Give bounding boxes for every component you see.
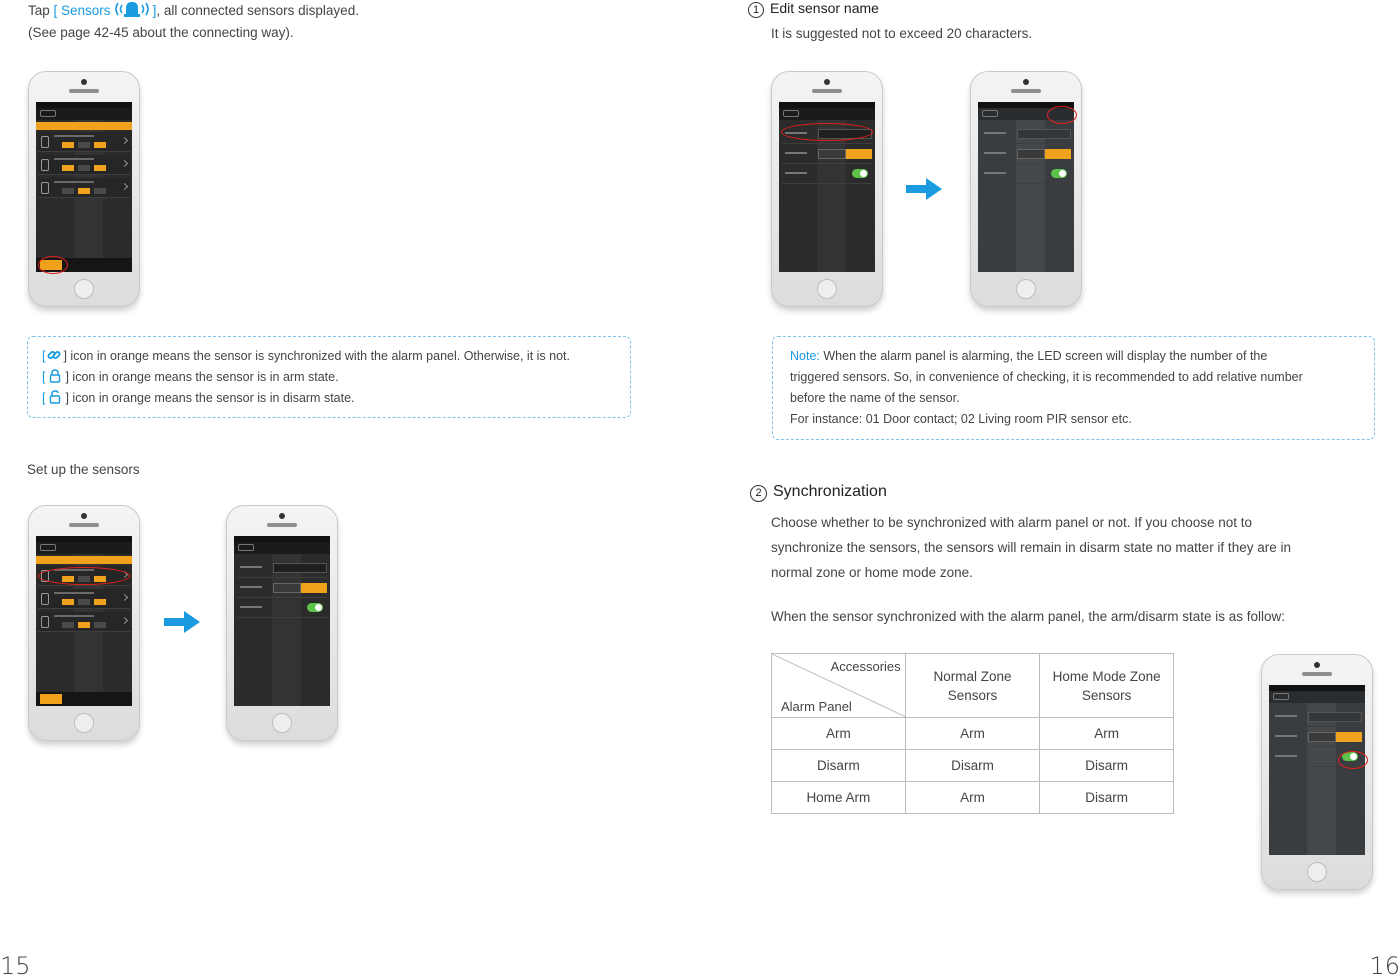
column-header-normal-zone: Normal Zone Sensors: [905, 654, 1040, 718]
table-row: Home Arm Arm Disarm: [772, 782, 1174, 814]
step1-heading: 1 Edit sensor name: [748, 0, 879, 18]
step-number-badge: 1: [748, 2, 764, 18]
phone-speaker: [69, 89, 99, 93]
arrow-right-icon: [906, 178, 942, 200]
phone-screen: [234, 536, 330, 706]
phone-sensor-detail: [226, 505, 338, 741]
lock-open-icon: [49, 390, 61, 411]
lock-closed-icon: [49, 369, 61, 390]
done-button-highlight: [1047, 106, 1077, 124]
phone-screen: [1269, 685, 1365, 855]
legend-item: [ ] icon in orange means the sensor is in arm state.: [42, 367, 339, 390]
phone-edit-name: [771, 71, 883, 307]
arm-state-table: [771, 653, 1174, 814]
sync-toggle-highlight: [1338, 751, 1368, 769]
arrow-right-icon: [164, 611, 200, 633]
table-row: Disarm Disarm Disarm: [772, 750, 1174, 782]
page-number-left: 15: [0, 952, 31, 980]
note-label: Note:: [790, 349, 820, 363]
intro-line-2: (See page 42-45 about the connecting way).: [28, 25, 294, 40]
name-field-highlight: [781, 123, 873, 141]
sensor-row-highlight: [38, 567, 130, 585]
step-number-badge: 2: [750, 485, 767, 502]
phone-home-button: [74, 279, 94, 299]
phone-screen: [978, 102, 1074, 272]
sensors-tab-highlight: [38, 256, 68, 274]
legend-item: [ ] icon in orange means the sensor is in disarm state.: [42, 388, 355, 411]
legend-item: [ ] icon in orange means the sensor is synchronized with the alarm panel. Otherwise, it is not.: [42, 346, 570, 369]
phone-sync-toggle: [1261, 654, 1373, 890]
phone-sensor-list: [28, 71, 140, 307]
step2-paragraph-2: When the sensor synchronized with the alarm panel, the arm/disarm state is as follow:: [771, 609, 1285, 624]
step2-paragraph-1: Choose whether to be synchronized with alarm panel or not. If you choose not to synchronize the sensors, the sensors will remain in disarm state no matter if they are in normal zone or home mode zone.: [771, 515, 1291, 580]
icon-legend-box: [27, 336, 631, 418]
intro-line-1: Tap [ Sensors ], all connected sensors displayed.: [28, 0, 359, 25]
step2-heading: 2 Synchronization: [750, 483, 887, 502]
setup-heading: Set up the sensors: [27, 462, 140, 477]
sensors-alarm-icon: [113, 0, 151, 25]
table-header-row: [772, 654, 1174, 718]
phone-screen: [36, 102, 132, 272]
link-icon: [47, 348, 61, 369]
note-box: Note: When the alarm panel is alarming, the LED screen will display the number of the triggered sensors. So, in convenience of checking, it is recommended to add relative number before the name of the sensor. For instance: 01 Door contact; 02 Living room PIR sensor etc.: [772, 336, 1375, 440]
table-corner-cell: Accessories Alarm Panel: [772, 654, 906, 718]
column-header-home-zone: Home Mode Zone Sensors: [1040, 654, 1174, 718]
sensors-link: [ Sensors: [53, 3, 111, 18]
phone-save-name: [970, 71, 1082, 307]
step1-description: It is suggested not to exceed 20 characters.: [771, 26, 1033, 41]
table-row: Arm Arm Arm: [772, 718, 1174, 750]
page-number-right: 16: [1369, 952, 1400, 980]
phone-sensor-list-select: [28, 505, 140, 741]
phone-camera: [81, 79, 87, 85]
phone-screen: [36, 536, 132, 706]
